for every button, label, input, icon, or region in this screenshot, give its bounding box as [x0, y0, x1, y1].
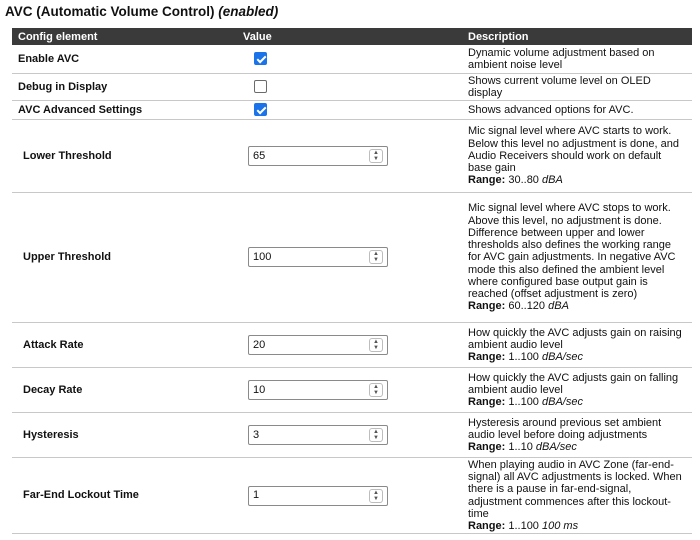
- debug-in-display-checkbox[interactable]: [254, 80, 267, 93]
- range-value: 1..10: [508, 441, 533, 453]
- input-value: 20: [253, 338, 266, 351]
- row-upper-threshold: [12, 192, 692, 322]
- range-unit: dBA: [542, 174, 563, 187]
- input-value: 100: [253, 251, 272, 264]
- hysteresis-input[interactable]: [248, 425, 388, 445]
- row-label: Enable AVC: [12, 45, 237, 73]
- input-value: 10: [253, 383, 266, 396]
- description-text: Hysteresis around previous set ambient audio level before doing adjustments: [468, 416, 662, 441]
- spinner-icon[interactable]: ▲ ▼: [369, 489, 383, 503]
- input-value: 65: [253, 149, 266, 162]
- row-label: Attack Rate: [12, 322, 237, 367]
- row-far-end-lockout-time: [12, 457, 692, 533]
- header-value: Value: [237, 28, 462, 45]
- row-description: [462, 412, 692, 457]
- row-description: [462, 119, 692, 192]
- far-end-lockout-time-input[interactable]: [248, 486, 388, 506]
- title-state: (enabled): [218, 4, 279, 19]
- lower-threshold-input[interactable]: [248, 146, 388, 166]
- row-label: Lower Threshold: [12, 119, 237, 192]
- description-text: How quickly the AVC adjusts gain on falling ambient audio level: [468, 371, 679, 396]
- range-value: 1..100: [508, 351, 539, 363]
- decay-rate-input[interactable]: [248, 380, 388, 400]
- range-label: Range:: [468, 351, 506, 363]
- avc-advanced-settings-checkbox[interactable]: [254, 103, 267, 116]
- spinner-icon[interactable]: ▲ ▼: [369, 428, 383, 442]
- range-unit: dBA/sec: [542, 351, 583, 363]
- header-config: Config element: [12, 28, 237, 45]
- row-description: [462, 322, 692, 367]
- row-lower-threshold: [12, 119, 692, 192]
- range-label: Range:: [468, 519, 506, 532]
- description-text: Mic signal level where AVC stops to work. Above this level, no adjustment is done. Difference between upper and lower thresholds also defines the working range for AVC gain adjustments. In negative AVC mode this also defined the ambient level where configured base output gain is reached (offset adjustment is zero): [468, 202, 676, 300]
- page-title: [5, 4, 278, 19]
- row-description: [462, 367, 692, 412]
- input-value: 3: [253, 428, 260, 441]
- row-label: Debug in Display: [12, 73, 237, 100]
- enable-avc-checkbox[interactable]: [254, 52, 267, 65]
- range-value: 60..120: [508, 300, 546, 313]
- range-value: 30..80: [508, 174, 539, 187]
- row-description: [462, 457, 692, 533]
- description-text: When playing audio in AVC Zone (far-end-signal) all AVC adjustments is locked. When there is a pause in far-end-signal, adjustment commences after this lockout-time: [468, 458, 682, 520]
- range-unit: 100 ms: [542, 519, 579, 532]
- table-header-row: [12, 28, 692, 45]
- row-description: Shows advanced options for AVC.: [462, 100, 692, 119]
- row-hysteresis: [12, 412, 692, 457]
- description-text: Mic signal level where AVC starts to work. Below this level no adjustment is done, and Audio Receivers should work on default base gain: [468, 125, 679, 174]
- row-avc-advanced-settings: [12, 100, 692, 119]
- row-label: Far-End Lockout Time: [12, 457, 237, 533]
- row-enable-avc: [12, 45, 692, 73]
- range-unit: dBA/sec: [542, 396, 583, 408]
- row-decay-rate: [12, 367, 692, 412]
- attack-rate-input[interactable]: [248, 335, 388, 355]
- spinner-icon[interactable]: ▲ ▼: [369, 149, 383, 163]
- title-text: AVC (Automatic Volume Control): [5, 4, 215, 19]
- row-description: Dynamic volume adjustment based on ambient noise level: [462, 45, 692, 73]
- range-value: 1..100: [508, 519, 539, 532]
- spinner-icon[interactable]: ▲ ▼: [369, 383, 383, 397]
- row-debug-in-display: [12, 73, 692, 100]
- row-label: AVC Advanced Settings: [12, 100, 237, 119]
- range-label: Range:: [468, 441, 506, 453]
- range-value: 1..100: [508, 396, 539, 408]
- range-unit: dBA: [548, 300, 569, 313]
- avc-config-table: [12, 28, 692, 534]
- range-label: Range:: [468, 396, 506, 408]
- description-text: How quickly the AVC adjusts gain on raising ambient audio level: [468, 326, 682, 351]
- range-label: Range:: [468, 300, 506, 313]
- row-description: [462, 192, 692, 322]
- upper-threshold-input[interactable]: [248, 247, 388, 267]
- input-value: 1: [253, 489, 260, 502]
- spinner-icon[interactable]: ▲ ▼: [369, 250, 383, 264]
- row-label: Hysteresis: [12, 412, 237, 457]
- row-label: Decay Rate: [12, 367, 237, 412]
- range-unit: dBA/sec: [535, 441, 577, 453]
- spinner-icon[interactable]: ▲ ▼: [369, 338, 383, 352]
- header-description: Description: [462, 28, 692, 45]
- row-attack-rate: [12, 322, 692, 367]
- range-label: Range:: [468, 174, 506, 187]
- row-label: Upper Threshold: [12, 192, 237, 322]
- row-description: Shows current volume level on OLED display: [462, 73, 692, 100]
